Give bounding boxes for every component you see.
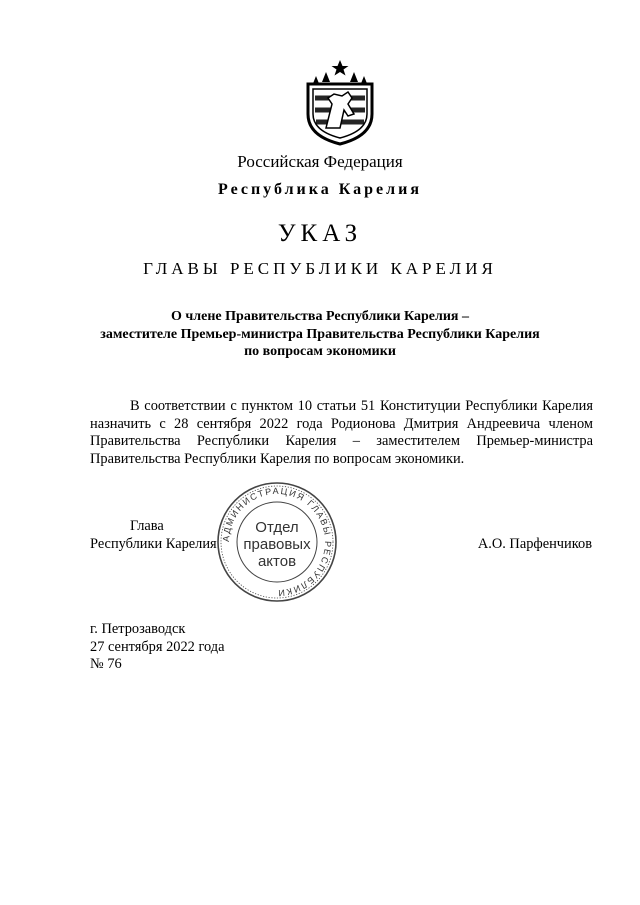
signatory-name: А.О. Парфенчиков (477, 536, 592, 552)
republic-name: Республика Карелия (218, 181, 422, 198)
decree-title-line: О члене Правительства Республики Карелия – (171, 309, 469, 324)
signatory-role-line: Республики Карелия (90, 535, 217, 552)
official-stamp (215, 480, 339, 604)
country-name: Российская Федерация (237, 152, 403, 171)
stamp-ring-text: АДМИНИСТРАЦИЯ ГЛАВЫ РЕСПУБЛИКИ (220, 485, 334, 599)
karelia-coat-of-arms-icon (302, 58, 378, 146)
signatory-role-line: Глава (130, 518, 164, 534)
issue-city: г. Петрозаводск (90, 621, 186, 637)
signatory-role (90, 518, 217, 553)
decree-number: № 76 (90, 656, 122, 672)
document-type: УКАЗ (277, 220, 363, 247)
decree-title-line: заместителе Премьер-министра Правительства Республики Карелия (100, 326, 540, 342)
decree-body: В соответствии с пунктом 10 статьи 51 Конституции Республики Карелия назначить с 28 сентября 2022 года Родионова Дмитрия Андреевича членом Правительства Республики Карелия – заместителем Премьер-министра Правительства Республики Карелия по вопросам экономики. (90, 398, 593, 467)
stamp-line: правовых (243, 536, 311, 553)
issue-date: 27 сентября 2022 года (90, 638, 225, 655)
issuer-title: ГЛАВЫ РЕСПУБЛИКИ КАРЕЛИЯ (143, 259, 497, 278)
decree-title (0, 308, 640, 361)
stamp-line: Отдел (255, 519, 299, 536)
stamp-line: актов (257, 553, 297, 570)
place-date-number (90, 621, 225, 674)
decree-title-line: по вопросам экономики (244, 344, 396, 359)
